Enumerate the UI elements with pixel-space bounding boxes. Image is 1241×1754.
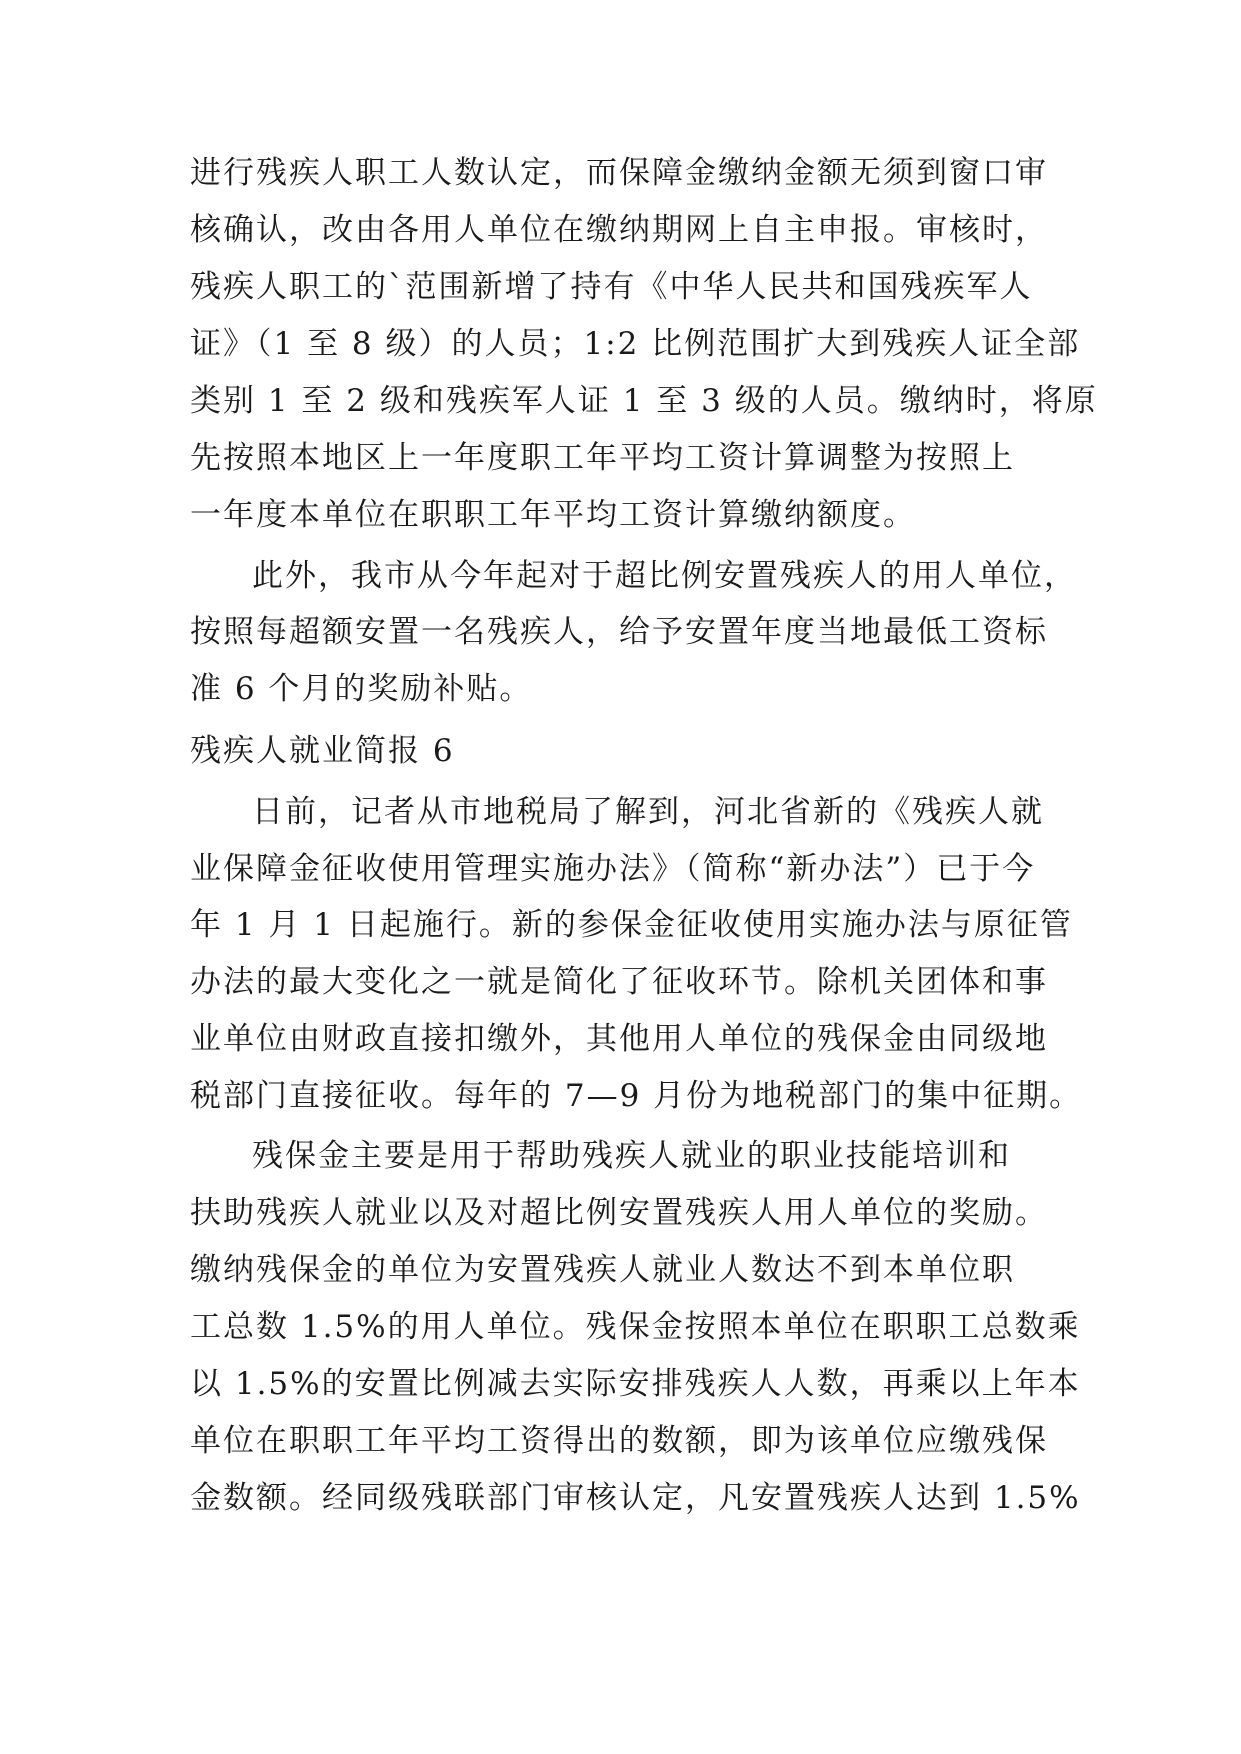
- paragraph-line: 此外，我市从今年起对于超比例安置残疾人的用人单位，: [252, 558, 1077, 594]
- paragraph-line: 工总数 1.5%的用人单位。残保金按照本单位在职职工总数乘: [190, 1309, 1081, 1345]
- paragraph-line: 残疾人职工的`范围新增了持有《中华人民共和国残疾军人: [190, 269, 1033, 305]
- paragraph-line: 金数额。经同级残联部门审核认定，凡安置残疾人达到 1.5%: [190, 1480, 1081, 1516]
- paragraph-line: 年 1 月 1 日起施行。新的参保金征收使用实施办法与原征管: [190, 907, 1073, 943]
- paragraph-line: 扶助残疾人就业以及对超比例安置残疾人用人单位的奖励。: [190, 1195, 1048, 1231]
- paragraph-line: 业保障金征收使用管理实施办法》（简称“新办法”）已于今: [190, 851, 1036, 887]
- paragraph-line: 按照每超额安置一名残疾人，给予安置年度当地最低工资标: [190, 614, 1048, 650]
- paragraph-line: 准 6 个月的奖励补贴。: [190, 671, 533, 707]
- paragraph-line: 一年度本单位在职职工年平均工资计算缴纳额度。: [190, 497, 916, 533]
- paragraph-line: 残保金主要是用于帮助残疾人就业的职业技能培训和: [252, 1138, 1011, 1174]
- paragraph-line: 日前，记者从市地税局了解到，河北省新的《残疾人就: [252, 794, 1044, 830]
- paragraph-line: 税部门直接征收。每年的 7—9 月份为地税部门的集中征期。: [190, 1078, 1083, 1114]
- paragraph-line: 证》（1 至 8 级）的人员；1:2 比例范围扩大到残疾人证全部: [190, 326, 1081, 362]
- paragraph-line: 业单位由财政直接扣缴外，其他用人单位的残保金由同级地: [190, 1021, 1048, 1057]
- paragraph-line: 进行残疾人职工人数认定，而保障金缴纳金额无须到窗口审: [190, 155, 1048, 191]
- paragraph-line: 单位在职职工年平均工资得出的数额，即为该单位应缴残保: [190, 1423, 1048, 1459]
- paragraph-line: 办法的最大变化之一就是简化了征收环节。除机关团体和事: [190, 964, 1048, 1000]
- paragraph-line: 缴纳残保金的单位为安置残疾人就业人数达不到本单位职: [190, 1252, 1015, 1288]
- paragraph-line: 先按照本地区上一年度职工年平均工资计算调整为按照上: [190, 440, 1015, 476]
- section-heading: 残疾人就业简报 6: [190, 733, 455, 769]
- paragraph-line: 以 1.5%的安置比例减去实际安排残疾人人数，再乘以上年本: [190, 1366, 1081, 1402]
- paragraph-line: 类别 1 至 2 级和残疾军人证 1 至 3 级的人员。缴纳时，将原: [190, 383, 1098, 419]
- paragraph-line: 核确认，改由各用人单位在缴纳期网上自主申报。审核时，: [190, 212, 1048, 248]
